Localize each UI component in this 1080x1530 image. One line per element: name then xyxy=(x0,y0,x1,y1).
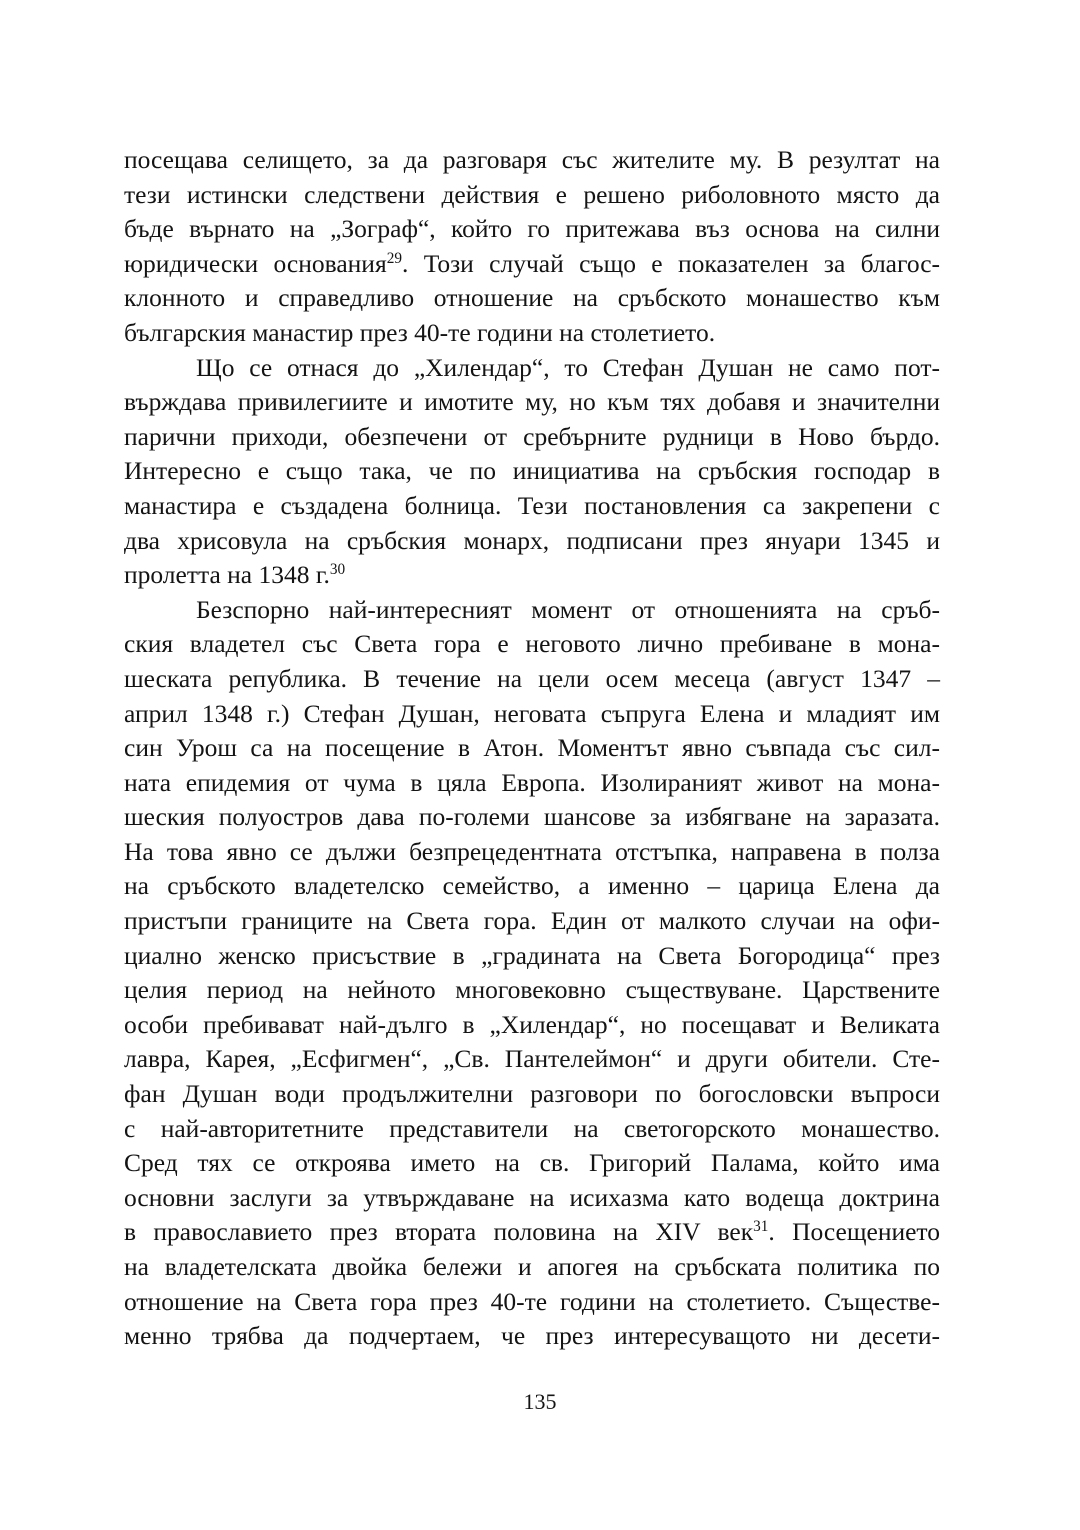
line-text: ната епидемия от чума в цяла Европа. Изолираният живот на мона- xyxy=(124,767,940,797)
text-line xyxy=(124,627,940,662)
footnote-ref: 30 xyxy=(329,560,346,578)
text-line xyxy=(124,178,940,213)
text-line xyxy=(124,1042,940,1077)
line-text: в православието през втората половина на XIV век xyxy=(124,1217,754,1247)
line-text: Безспорно най-интересният момент от отношенията на сръб- xyxy=(196,594,940,624)
line-text: Интересно е също така, че по инициатива на сръбския господар в xyxy=(124,456,940,486)
line-text-continued: . Този случай също е показателен за благос- xyxy=(401,248,941,278)
line-text: циално женско присъствие в „градината на Света Богородица“ през xyxy=(124,940,940,970)
line-text: манастира е създадена болница. Тези постановления са закрепени с xyxy=(124,490,940,520)
text-line xyxy=(124,1077,940,1112)
line-text: Сред тях се откроява името на св. Григорий Палама, който има xyxy=(124,1148,940,1178)
text-line xyxy=(124,489,940,524)
body-text xyxy=(124,143,940,1354)
text-line xyxy=(124,385,940,420)
line-text: фан Душан води продължителни разговори по богословски въпроси xyxy=(124,1079,940,1109)
text-line xyxy=(124,904,940,939)
line-text: лавра, Карея, „Есфигмен“, „Св. Пантелеймон“ и други обители. Сте- xyxy=(124,1044,940,1074)
text-line xyxy=(124,800,940,835)
line-text: шеската република. В течение на цели осем месеца (август 1347 – xyxy=(124,663,940,693)
line-text: син Урош са на посещение в Атон. Моментът явно съвпада със сил- xyxy=(124,733,940,763)
text-line xyxy=(124,1215,940,1250)
text-line xyxy=(124,731,940,766)
text-line xyxy=(124,316,940,351)
line-text-continued: . Посещението xyxy=(768,1217,940,1247)
line-text: Що се отнася до „Хилендар“, то Стефан Душан не само пот- xyxy=(196,352,940,382)
line-text: пролетта на 1348 г. xyxy=(124,560,330,590)
text-line xyxy=(124,454,940,489)
line-text: На това явно се дължи безпрецедентната отстъпка, направена в полза xyxy=(124,836,940,866)
line-text: целия период на нейното многовековно съществуване. Царствените xyxy=(124,975,940,1005)
footnote-ref: 31 xyxy=(753,1218,769,1236)
footnote-ref: 29 xyxy=(386,249,402,267)
line-text: особи пребивават най-дълго в „Хилендар“, но посещават и Великата xyxy=(124,1009,940,1039)
line-text: основни заслуги за утвърждаване на исихазма като водеща доктрина xyxy=(124,1182,940,1212)
text-line xyxy=(124,1285,940,1320)
line-text: върждава привилегиите и имотите му, но към тях добавя и значителни xyxy=(124,387,940,417)
text-line xyxy=(124,835,940,870)
text-line xyxy=(124,766,940,801)
line-text: два хрисовула на сръбския монарх, подписани през януари 1345 и xyxy=(124,525,940,555)
text-line xyxy=(124,1146,940,1181)
text-line xyxy=(124,281,940,316)
text-line xyxy=(124,558,940,593)
line-text: на сръбското владетелско семейство, а именно – царица Елена да xyxy=(124,871,940,901)
line-text: шеския полуостров дава по-големи шансове за избягване на заразата. xyxy=(124,802,940,832)
text-line xyxy=(124,697,940,732)
text-line xyxy=(124,1181,940,1216)
text-line xyxy=(124,143,940,178)
text-line xyxy=(124,420,940,455)
line-text: парични приходи, обезпечени от сребърните рудници в Ново бърдо. xyxy=(124,421,940,451)
line-text: българския манастир през 40-те години на столетието. xyxy=(124,317,716,347)
text-line xyxy=(124,351,940,386)
text-line xyxy=(124,869,940,904)
text-line xyxy=(124,212,940,247)
line-text: юридически основания xyxy=(124,248,387,278)
line-text: клонното и справедливо отношение на сръбското монашество към xyxy=(124,283,940,313)
line-text: пристъпи границите на Света гора. Един от малкото случаи на офи- xyxy=(124,906,940,936)
line-text: ския владетел със Света гора е неговото лично пребиване в мона- xyxy=(124,629,940,659)
text-line xyxy=(124,1008,940,1043)
line-text: на владетелската двойка бележи и апогея на сръбската политика по xyxy=(124,1252,940,1281)
line-text: с най-авторитетните представители на светогорското монашество. xyxy=(124,1113,940,1143)
text-line xyxy=(124,1250,940,1285)
line-text: бъде върнато на „Зограф“, който го притежава въз основа на силни xyxy=(124,214,940,244)
text-line xyxy=(124,939,940,974)
line-text: посещава селището, за да разговаря със жителите му. В резултат на xyxy=(124,145,940,174)
line-text: менно трябва да подчертаем, че през интересуващото ни десети- xyxy=(124,1321,940,1351)
text-line xyxy=(124,1319,940,1354)
line-text: тези истински следствени действия е решено риболовното място да xyxy=(124,179,940,209)
page-number: 135 xyxy=(523,1389,557,1414)
text-line xyxy=(124,524,940,559)
text-line xyxy=(124,247,940,282)
text-line xyxy=(124,973,940,1008)
line-text: отношение на Света гора през 40-те години на столетието. Съществе- xyxy=(124,1286,940,1316)
text-line xyxy=(124,593,940,628)
text-line xyxy=(124,1112,940,1147)
line-text: април 1348 г.) Стефан Душан, неговата съпруга Елена и младият им xyxy=(124,698,940,728)
text-line xyxy=(124,662,940,697)
